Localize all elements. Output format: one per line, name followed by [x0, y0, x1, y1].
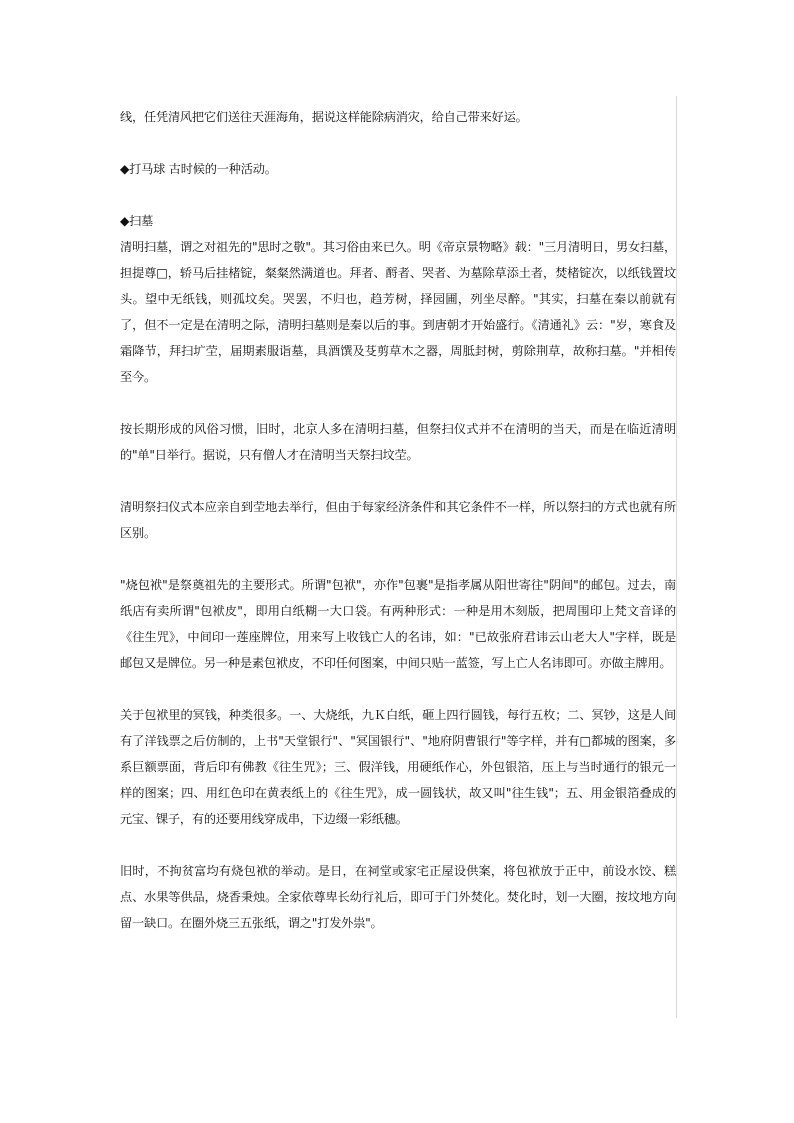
paragraph-spacer [120, 468, 676, 494]
body-paragraph: 关于包袱里的冥钱，种类很多。一、大烧纸，九Ｋ白纸，砸上四行圆钱，每行五枚；二、冥钞，这是人间有了洋钱票之后仿制的，上书"天堂银行"、"冥国银行"、"地府阴曹银行"等字样，并有□都城的图案，多系巨额票面，背后印有佛教《往生咒》；三、假洋钱，用硬纸作心，外包银箔，压上与当时通行的银元一样的图案；四、用红色印在黄表纸上的《往生咒》，成一圆钱状，故又叫"往生钱"；五、用金银箔叠成的元宝、锞子，有的还要用线穿成串，下边缀一彩纸穗。 [120, 708, 676, 826]
paragraph-spacer [120, 832, 676, 858]
paragraph-spacer [120, 390, 676, 416]
section-heading: ◆扫墓 [120, 214, 154, 228]
body-paragraph: 按长期形成的风俗习惯，旧时，北京人多在清明扫墓，但祭扫仪式并不在清明的当天，而是在临近清明的"单"日举行。据说，只有僧人才在清明当天祭扫坟茔。 [120, 422, 676, 462]
body-paragraph: 清明祭扫仪式本应亲自到茔地去举行，但由于每家经济条件和其它条件不一样，所以祭扫的方式也就有所区别。 [120, 500, 676, 540]
body-paragraph: "烧包袱"是祭奠祖先的主要形式。所谓"包袱"，亦作"包裹"是指孝属从阳世寄往"阴间"的邮包。过去，南纸店有卖所谓"包袱皮"，即用白纸糊一大口袋。有两种形式：一种是用木刻版，把周围印上梵文音译的《往生咒》，中间印一莲座牌位，用来写上收钱亡人的名讳，如："已故张府君讳云山老大人"字样，既是邮包又是牌位。另一种是素包袱皮，不印任何图案，中间只贴一蓝签，写上亡人名讳即可。亦做主牌用。 [120, 578, 676, 670]
page-margin-line [676, 96, 677, 1018]
body-paragraph: 线，任凭清风把它们送往天涯海角，据说这样能除病消灾，给自己带来好运。 [120, 110, 528, 124]
body-paragraph: 旧时，不拘贫富均有烧包袱的举动。是日，在祠堂或家宅正屋设供案，将包袱放于正中，前设水饺、糕点、水果等供品，烧香秉烛。全家依尊卑长幼行礼后，即可于门外焚化。焚化时，划一大圈，按坟地方向留一缺口。在圈外烧三五张纸，谓之"打发外祟"。 [120, 864, 676, 930]
document-body [120, 104, 676, 936]
paragraph-spacer [120, 130, 676, 156]
paragraph-spacer [120, 182, 676, 208]
paragraph-spacer [120, 676, 676, 702]
body-paragraph: 清明扫墓，谓之对祖先的"思时之敬"。其习俗由来已久。明《帝京景物略》载："三月清明日，男女扫墓，担提尊□，轿马后挂楮锭，粲粲然满道也。拜者、酹者、哭者、为墓除草添土者，焚楮锭次，以纸钱置坟头。望中无纸钱，则孤坟矣。哭罢，不归也，趋芳树，择园圃，列坐尽醉。"其实，扫墓在秦以前就有了，但不一定是在清明之际，清明扫墓则是秦以后的事。到唐朝才开始盛行。《清通礼》云："岁，寒食及霜降节，拜扫圹茔，届期素服诣墓，具酒馔及芟剪草木之器，周胝封树，剪除荆草，故称扫墓。"并相传至今。 [120, 240, 676, 384]
paragraph-spacer [120, 546, 676, 572]
section-heading: ◆打马球 古时候的一种活动。 [120, 162, 277, 176]
